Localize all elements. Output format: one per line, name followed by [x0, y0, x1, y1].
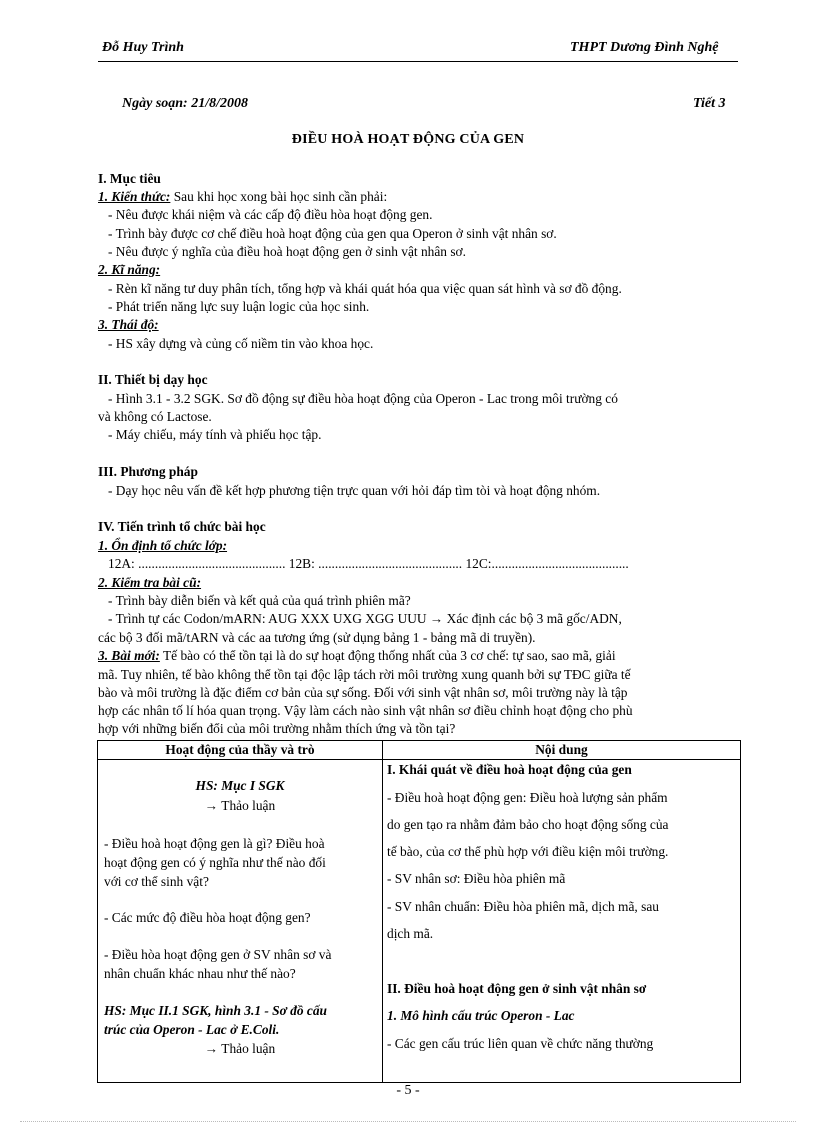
- knowledge-item: - Nêu được khái niệm và các cấp độ điều hòa hoạt động gen.: [108, 207, 433, 222]
- question-3: nhân chuẩn khác nhau như thế nào?: [104, 966, 296, 981]
- new-lesson-text: bào và môi trường là đặc điểm cơ bản của sự sống. Đối với sinh vật nhân sơ, môi trường này là tập: [98, 685, 628, 700]
- content-paragraph: - Điều hoà hoạt động gen: Điều hoà lượng sản phẩm: [387, 790, 668, 805]
- method-item: - Dạy học nêu vấn đề kết hợp phương tiện trực quan với hỏi đáp tìm tòi và hoạt động nhóm.: [108, 483, 601, 498]
- skill-label: 2. Kĩ năng:: [98, 262, 161, 277]
- check-item: - Trình tự các Codon/mARN: AUG XXX UXG XGG UUU → Xác định các bộ 3 mã gốc/ADN,: [108, 611, 622, 626]
- page-title: ĐIỀU HOÀ HOẠT ĐỘNG CỦA GEN: [291, 132, 525, 147]
- header-divider: [98, 61, 738, 62]
- attitude-item: - HS xây dựng và củng cố niềm tin vào khoa học.: [108, 336, 374, 351]
- section-1-heading: I. Mục tiêu: [98, 171, 161, 186]
- attitude-label: 3. Thái độ:: [98, 317, 159, 332]
- check-item: - Trình bày diễn biến và kết quả của quá trình phiên mã?: [108, 593, 411, 608]
- col-header-content: Nội dung: [383, 741, 741, 760]
- skill-item: - Rèn kĩ năng tư duy phân tích, tổng hợp và khái quát hóa qua việc quan sát hình và sơ đồ động.: [108, 281, 622, 296]
- content-paragraph: do gen tạo ra nhằm đảm bảo cho hoạt động sống của: [387, 817, 669, 832]
- content-paragraph: tế bào, của cơ thể phù hợp với điều kiện môi trường.: [387, 844, 669, 859]
- equipment-item: - Hình 3.1 - 3.2 SGK. Sơ đồ động sự điều hòa hoạt động của Operon - Lac trong môi trường có: [108, 391, 618, 406]
- content-paragraph: dịch mã.: [387, 926, 434, 941]
- new-lesson-text: Tế bào có thể tồn tại là do sự hoạt động thống nhất của 3 cơ chế: tự sao, sao mã, giải: [159, 648, 616, 663]
- check-label: 2. Kiểm tra bài cũ:: [98, 575, 202, 590]
- knowledge-intro: Sau khi học xong bài học sinh cần phải:: [170, 189, 388, 204]
- question-1: với cơ thể sinh vật?: [104, 874, 209, 889]
- new-lesson-text: hợp các nhân tố lí hóa quan trọng. Vậy làm cách nào sinh vật nhân sơ điều chỉnh hoạt động cho phù: [98, 703, 633, 718]
- content-heading-1: I. Khái quát về điều hoà hoạt động của gen: [387, 762, 632, 777]
- hs-task-2: HS: Mục II.1 SGK, hình 3.1 - Sơ đồ cấu: [104, 1003, 327, 1018]
- class-attendance-line: 12A: ............................................ 12B: ........................................... 12C:.........................................: [108, 556, 629, 571]
- page-bottom-divider: [20, 1121, 796, 1122]
- section-4-heading: IV. Tiến trình tổ chức bài học: [98, 519, 266, 534]
- question-1: - Điều hoà hoạt động gen là gì? Điều hoà: [104, 836, 325, 851]
- content-cell: [383, 760, 741, 1083]
- page-number: - 5 -: [396, 1083, 420, 1098]
- content-paragraph: - SV nhân sơ: Điều hòa phiên mã: [387, 871, 566, 886]
- new-lesson-label: 3. Bài mới:: [98, 648, 160, 663]
- question-2: - Các mức độ điều hòa hoạt động gen?: [104, 910, 311, 925]
- author-name: Đỗ Huy Trình: [102, 40, 184, 55]
- question-3: - Điều hòa hoạt động gen ở SV nhân sơ và: [104, 947, 332, 962]
- discuss-1: → Thảo luận: [204, 798, 276, 813]
- knowledge-item: - Trình bày được cơ chế điều hoà hoạt động của gen qua Operon ở sinh vật nhân sơ.: [108, 226, 557, 241]
- activities-cell: [98, 760, 383, 1083]
- lesson-number: Tiết 3: [693, 96, 726, 111]
- content-subheading: 1. Mô hình cấu trúc Operon - Lac: [387, 1008, 575, 1023]
- hs-task-2: trúc của Operon - Lac ở E.Coli.: [104, 1022, 280, 1037]
- new-lesson-text: mã. Tuy nhiên, tế bào không thể tồn tại độc lập tách rời môi trường xung quanh bởi sự TĐC giữa tế: [98, 667, 631, 682]
- content-heading-2: II. Điều hoà hoạt động gen ở sinh vật nhân sơ: [387, 981, 647, 996]
- stabilize-label: 1. Ổn định tổ chức lớp:: [98, 538, 228, 553]
- discuss-2: → Thảo luận: [204, 1041, 276, 1056]
- knowledge-line: [98, 189, 387, 205]
- content-paragraph: - SV nhân chuẩn: Điều hòa phiên mã, dịch mã, sau: [387, 899, 659, 914]
- col-header-activities: Hoạt động của thầy và trò: [98, 741, 383, 760]
- prep-date: Ngày soạn: 21/8/2008: [122, 96, 248, 111]
- knowledge-label: 1. Kiến thức:: [98, 189, 171, 204]
- skill-item: - Phát triển năng lực suy luận logic của học sinh.: [108, 299, 370, 314]
- section-2-heading: II. Thiết bị dạy học: [98, 372, 208, 387]
- knowledge-item: - Nêu được ý nghĩa của điều hoà hoạt động gen ở sinh vật nhân sơ.: [108, 244, 466, 259]
- equipment-item: - Máy chiếu, máy tính và phiếu học tập.: [108, 427, 322, 442]
- content-paragraph: - Các gen cấu trúc liên quan về chức năng thường: [387, 1036, 654, 1051]
- section-3-heading: III. Phương pháp: [98, 464, 198, 479]
- equipment-item: và không có Lactose.: [98, 409, 212, 424]
- new-lesson-text: hợp với những biến đổi của môi trường nhằm thích ứng và tồn tại?: [98, 721, 456, 736]
- lesson-table: [97, 740, 741, 1083]
- check-item: các bộ 3 đối mã/tARN và các aa tương ứng (sử dụng bảng 1 - bảng mã di truyền).: [98, 630, 536, 645]
- school-name: THPT Dương Đình Nghệ: [570, 40, 719, 55]
- question-1: hoạt động gen có ý nghĩa như thế nào đối: [104, 855, 326, 870]
- new-lesson-line: [98, 648, 616, 664]
- hs-task-1: HS: Mục I SGK: [195, 778, 285, 793]
